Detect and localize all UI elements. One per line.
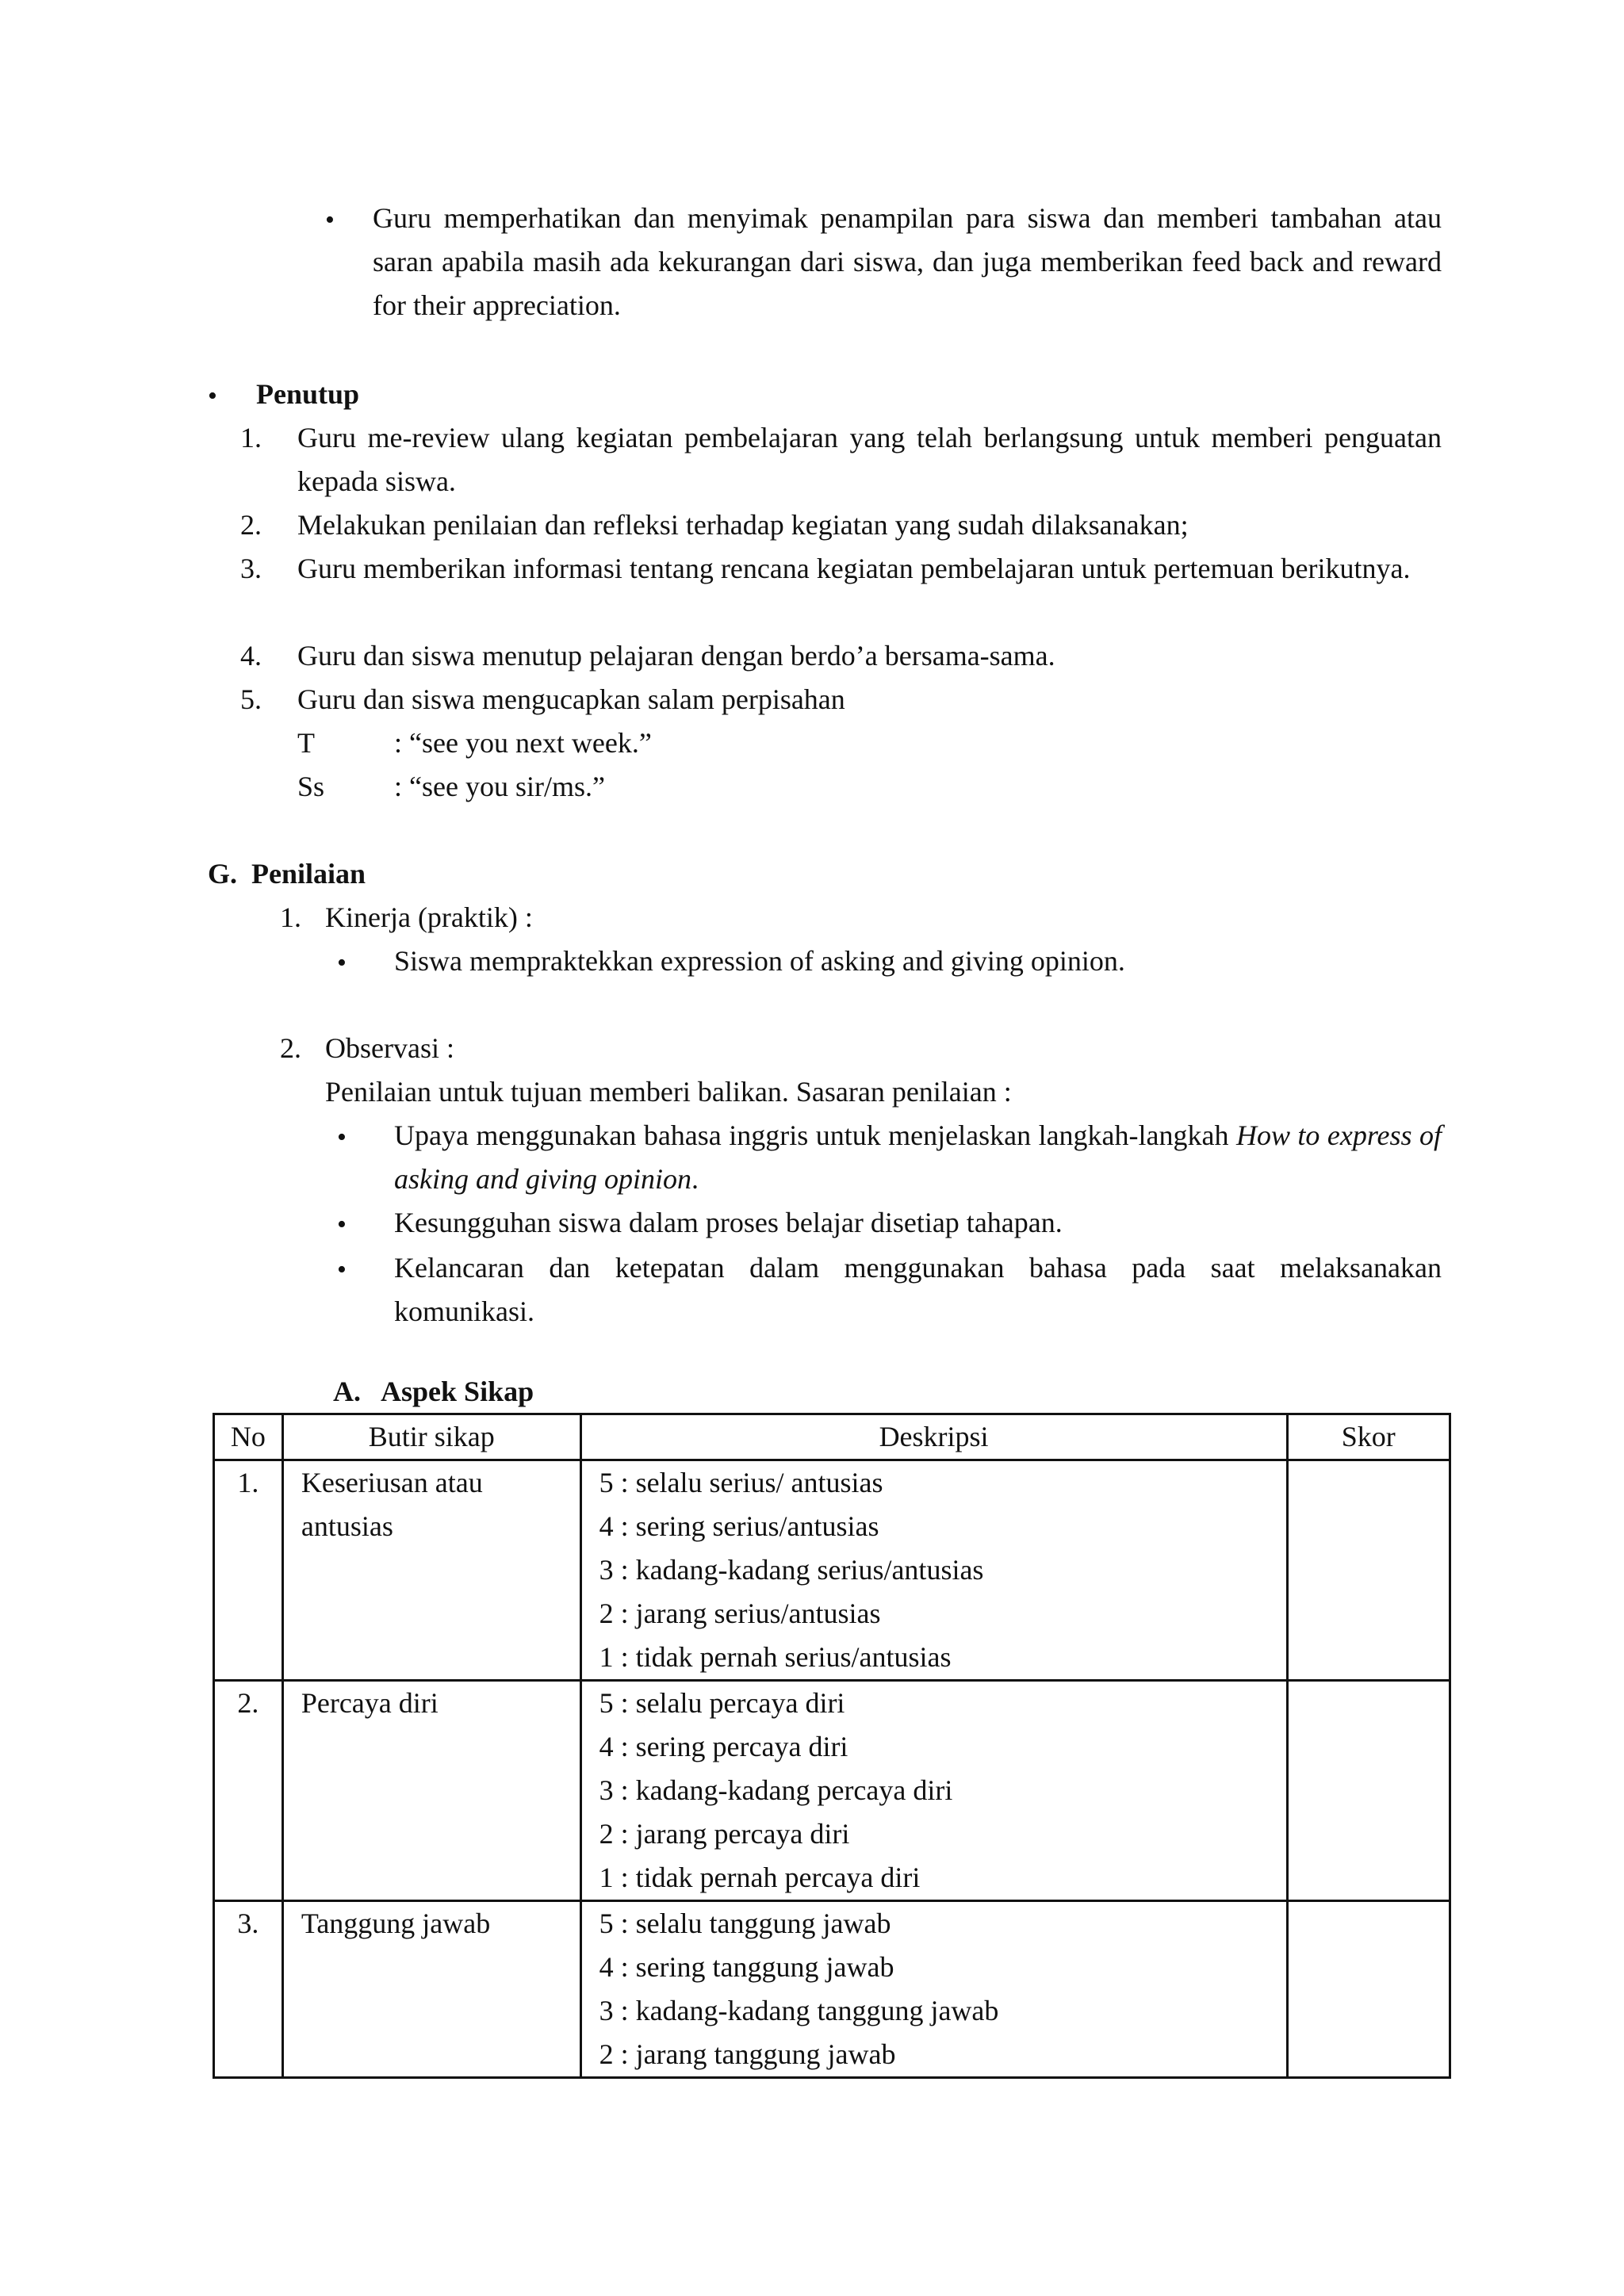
observasi-label: Observasi : xyxy=(325,1032,454,1064)
row-deskripsi xyxy=(580,1901,1287,2078)
observasi-bullet-3: Kelancaran dan ketepatan dalam menggunakan bahasa pada saat melaksanakan komunikasi. xyxy=(394,1252,1442,1327)
list-number: 1. xyxy=(240,422,262,453)
penutup-item-3: Guru memberikan informasi tentang rencana kegiatan pembelajaran untuk pertemuan berikutnya. xyxy=(297,553,1411,584)
table-row xyxy=(214,1901,1450,2078)
list-number: 2. xyxy=(240,509,262,541)
row-skor[interactable] xyxy=(1287,1901,1450,2078)
observasi-intro: Penilaian untuk tujuan memberi balikan. Sasaran penilaian : xyxy=(325,1076,1012,1108)
deskripsi-line: 3 : kadang-kadang serius/antusias xyxy=(599,1554,984,1586)
aspek-sikap-table xyxy=(213,1413,1451,2079)
bullet-dot: • xyxy=(325,205,335,235)
deskripsi-line: 5 : selalu tanggung jawab xyxy=(599,1908,891,1939)
penutup-item-4: Guru dan siswa menutup pelajaran dengan berdo’a bersama-sama. xyxy=(297,640,1055,672)
deskripsi-line: 3 : kadang-kadang tanggung jawab xyxy=(599,1995,999,2026)
bullet-dot: • xyxy=(337,1123,347,1152)
header-deskripsi: Deskripsi xyxy=(580,1414,1287,1460)
dialog-line: : “see you next week.” xyxy=(394,727,652,759)
row-no: 3. xyxy=(214,1901,283,2078)
row-no: 1. xyxy=(214,1460,283,1681)
bullet-dot: • xyxy=(337,1255,347,1284)
table-row xyxy=(214,1681,1450,1901)
deskripsi-line: 4 : sering serius/antusias xyxy=(599,1510,879,1542)
table-row xyxy=(214,1460,1450,1681)
bullet-dot: • xyxy=(208,381,217,411)
dialog-speaker: T xyxy=(297,727,315,759)
penutup-title: Penutup xyxy=(256,378,360,410)
row-butir: Keseriusan atau antusias xyxy=(282,1460,580,1681)
deskripsi-line: 4 : sering percaya diri xyxy=(599,1731,848,1762)
header-butir: Butir sikap xyxy=(282,1414,580,1460)
deskripsi-line: 3 : kadang-kadang percaya diri xyxy=(599,1774,953,1806)
row-deskripsi xyxy=(580,1460,1287,1681)
bullet-dot: • xyxy=(337,1210,347,1239)
header-skor: Skor xyxy=(1287,1414,1450,1460)
header-no: No xyxy=(214,1414,283,1460)
table-header-row xyxy=(214,1414,1450,1460)
row-deskripsi xyxy=(580,1681,1287,1901)
deskripsi-line: 1 : tidak pernah serius/antusias xyxy=(599,1641,952,1673)
penutup-item-5: Guru dan siswa mengucapkan salam perpisahan xyxy=(297,683,845,715)
deskripsi-line: 1 : tidak pernah percaya diri xyxy=(599,1862,921,1893)
list-number: 4. xyxy=(240,640,262,672)
deskripsi-line: 2 : jarang tanggung jawab xyxy=(599,2038,896,2070)
list-number: 1. xyxy=(280,901,301,933)
penilaian-heading: G. Penilaian xyxy=(208,858,366,890)
top-bullet-text: Guru memperhatikan dan menyimak penampilan para siswa dan memberi tambahan atau saran apabila masih ada kekurangan dari siswa, dan juga memberikan feed back and reward for their appreciation. xyxy=(373,202,1442,321)
row-butir: Percaya diri xyxy=(282,1681,580,1901)
list-number: 3. xyxy=(240,553,262,584)
row-skor[interactable] xyxy=(1287,1460,1450,1681)
list-number: 2. xyxy=(280,1032,301,1064)
observasi-bullet-2: Kesungguhan siswa dalam proses belajar disetiap tahapan. xyxy=(394,1207,1063,1238)
kinerja-label: Kinerja (praktik) : xyxy=(325,901,533,933)
observasi-bullet-1-italic: How to express of asking and giving opinion xyxy=(394,1119,1442,1195)
observasi-bullet-1-text: Upaya menggunakan bahasa inggris untuk menjelaskan langkah-langkah xyxy=(394,1119,1229,1151)
deskripsi-line: 5 : selalu percaya diri xyxy=(599,1687,845,1719)
dialog-speaker: Ss xyxy=(297,771,325,802)
observasi-bullet-1: Upaya menggunakan bahasa inggris untuk menjelaskan langkah-langkah How to express of asking and giving opinion. xyxy=(394,1119,1442,1195)
deskripsi-line: 5 : selalu serius/ antusias xyxy=(599,1467,883,1498)
deskripsi-line: 2 : jarang percaya diri xyxy=(599,1818,850,1850)
kinerja-bullet: Siswa mempraktekkan expression of asking and giving opinion. xyxy=(394,945,1125,977)
aspek-sikap-title: A. Aspek Sikap xyxy=(333,1376,534,1407)
dialog-line: : “see you sir/ms.” xyxy=(394,771,605,802)
penutup-item-2: Melakukan penilaian dan refleksi terhadap kegiatan yang sudah dilaksanakan; xyxy=(297,509,1189,541)
row-butir: Tanggung jawab xyxy=(282,1901,580,2078)
deskripsi-line: 4 : sering tanggung jawab xyxy=(599,1951,894,1983)
deskripsi-line: 2 : jarang serius/antusias xyxy=(599,1598,881,1629)
row-no: 2. xyxy=(214,1681,283,1901)
bullet-dot: • xyxy=(337,948,347,978)
penutup-item-1: Guru me-review ulang kegiatan pembelajaran yang telah berlangsung untuk memberi penguatan kepada siswa. xyxy=(297,422,1442,497)
list-number: 5. xyxy=(240,683,262,715)
row-skor[interactable] xyxy=(1287,1681,1450,1901)
